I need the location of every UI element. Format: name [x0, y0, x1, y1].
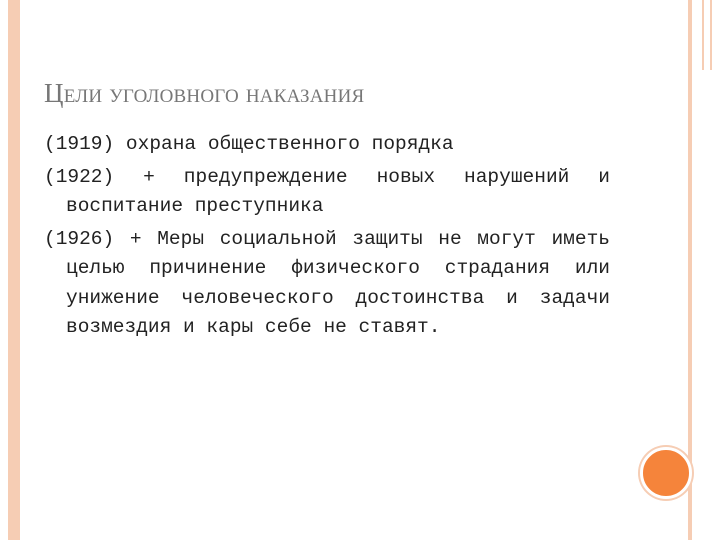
right-decorative-line — [688, 0, 692, 540]
left-decorative-stripe — [8, 0, 20, 540]
content-paragraph: (1919) охрана общественного порядка — [44, 133, 454, 155]
slide-title: Цели уголовного наказания — [44, 78, 365, 108]
accent-circle-decoration — [640, 447, 692, 499]
content-paragraph: (1922) + предупреждение новых нарушений и воспитание преступника — [44, 165, 610, 217]
slide-content — [44, 130, 610, 346]
top-right-frame-lines — [692, 0, 720, 70]
frame-line — [702, 0, 704, 70]
content-paragraph: (1926) + Меры социальной защиты не могут иметь целью причинение физического страдания или унижение человеческого достоинства и задачи возмездия и кары себе не ставят. — [44, 227, 610, 338]
frame-line — [710, 0, 712, 70]
